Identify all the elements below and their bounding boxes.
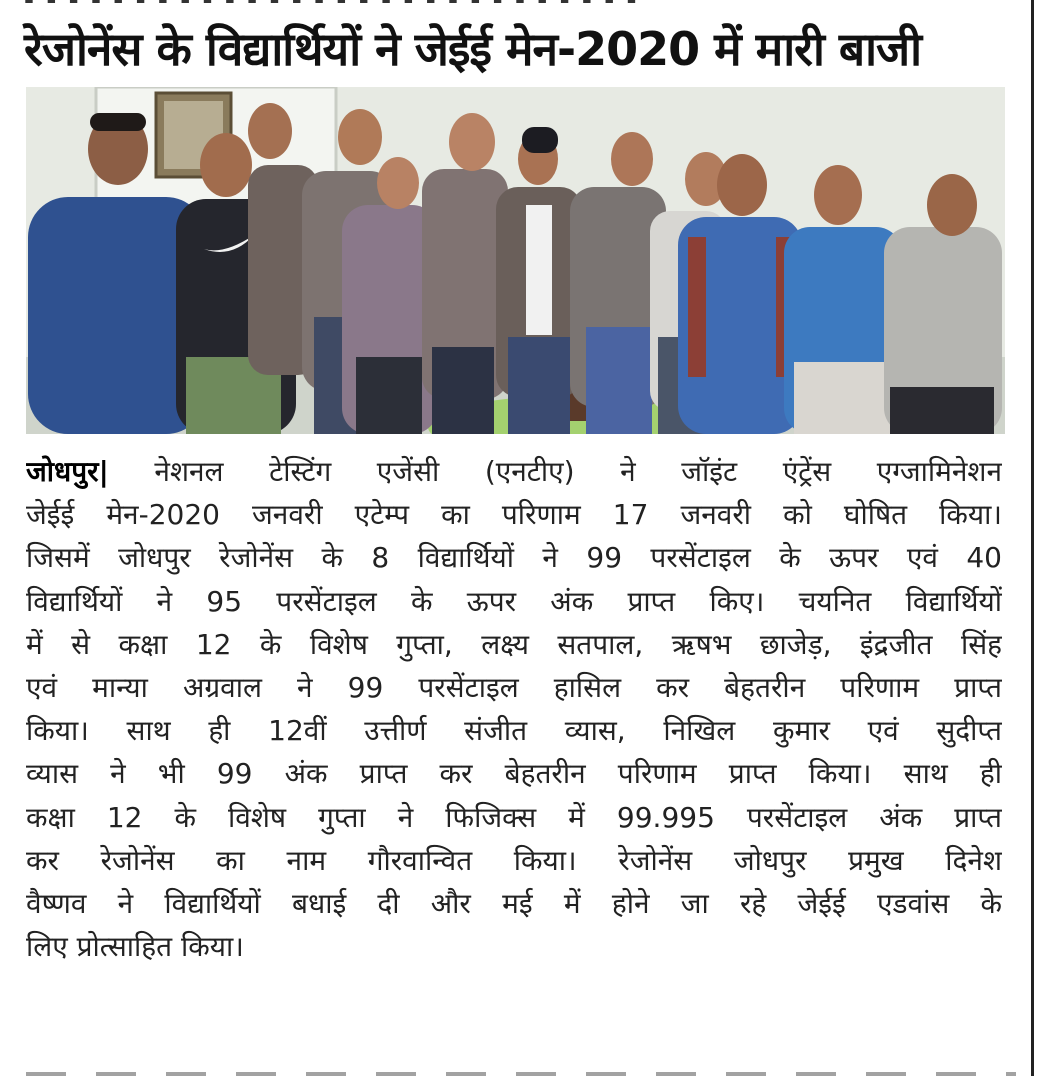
group-photo: [26, 87, 1005, 434]
cropped-next-line: [26, 1066, 1016, 1076]
article-line-9: कक्षा 12 के विशेष गुप्ता ने फिजिक्स में 99.995 परसेंटाइल अंक प्राप्त: [26, 800, 1002, 834]
article-line-11: वैष्णव ने विद्यार्थियों बधाई दी और मई में होने जा रहे जेईई एडवांस के: [26, 886, 1002, 920]
article-line-10: कर रेजोनेंस का नाम गौरवान्वित किया। रेजोनेंस जोधपुर प्रमुख दिनेश: [26, 843, 1002, 877]
article-body: [26, 450, 1002, 1070]
cropped-previous-line: - - - - - - - - - - - - - - - - - - - - - - - - - - - -: [24, 0, 639, 14]
column-rule: [1031, 0, 1034, 1076]
article-line-12: लिए प्रोत्साहित किया।: [26, 930, 244, 964]
article-line-4: विद्यार्थियों ने 95 परसेंटाइल के ऊपर अंक प्राप्त किए। चयनित विद्यार्थियों: [26, 584, 1002, 618]
article-line-8: व्यास ने भी 99 अंक प्राप्त कर बेहतरीन परिणाम प्राप्त किया। साथ ही: [26, 757, 1002, 791]
article-line-1: जोधपुर| नेशनल टेस्टिंग एजेंसी (एनटीए) ने जॉइंट एंट्रेंस एग्जामिनेशन: [26, 455, 1002, 488]
article-line-7: किया। साथ ही 12वीं उत्तीर्ण संजीत व्यास, निखिल कुमार एवं सुदीप्त: [26, 714, 1002, 748]
headline: रेजोनेंस के विद्यार्थियों ने जेईई मेन-2020 में मारी बाजी: [24, 22, 922, 76]
article-line-2: जेईई मेन-2020 जनवरी एटेम्प का परिणाम 17 जनवरी को घोषित किया।: [26, 498, 1002, 532]
article-line-3: जिसमें जोधपुर रेजोनेंस के 8 विद्यार्थियों ने 99 परसेंटाइल के ऊपर एवं 40: [26, 541, 1002, 575]
article-line-6: एवं मान्या अग्रवाल ने 99 परसेंटाइल हासिल कर बेहतरीन परिणाम प्राप्त: [26, 670, 1002, 704]
dateline: जोधपुर|: [26, 455, 109, 488]
article-line-5: में से कक्षा 12 के विशेष गुप्ता, लक्ष्य सतपाल, ऋषभ छाजेड़, इंद्रजीत सिंह: [26, 627, 1002, 661]
